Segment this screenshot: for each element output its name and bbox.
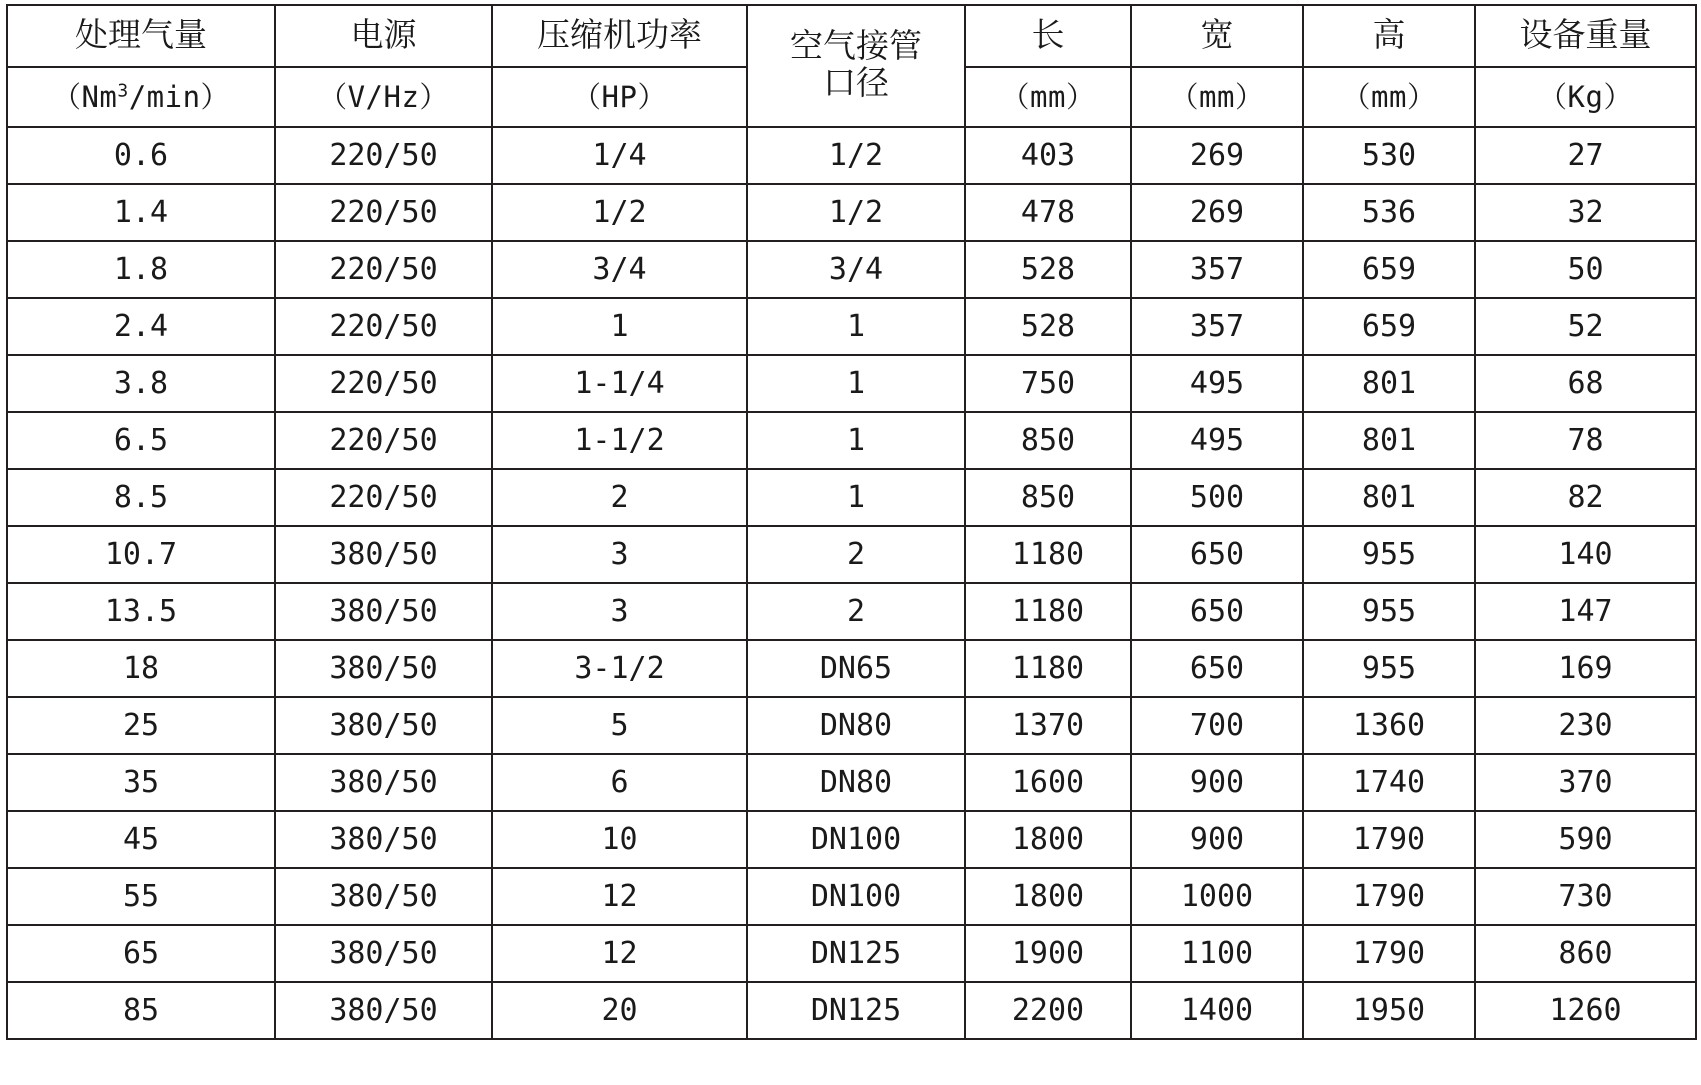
cell-gas-flow: 8.5 [7,469,275,526]
cell-air-pipe-diameter: 2 [747,526,965,583]
column-unit-gas-flow: （Nm$^3$/min） [7,67,275,127]
cell-width: 650 [1131,640,1303,697]
cell-height: 1790 [1303,868,1475,925]
cell-air-pipe-diameter: DN125 [747,982,965,1039]
cell-height: 1790 [1303,811,1475,868]
cell-power-supply: 220/50 [275,241,492,298]
cell-equipment-weight: 78 [1475,412,1696,469]
cell-length: 478 [965,184,1131,241]
cell-air-pipe-diameter: 1/2 [747,184,965,241]
cell-gas-flow: 1.8 [7,241,275,298]
cell-length: 850 [965,469,1131,526]
cell-height: 1740 [1303,754,1475,811]
cell-power-supply: 380/50 [275,526,492,583]
cell-width: 650 [1131,526,1303,583]
cell-air-pipe-diameter: 1/2 [747,127,965,184]
cell-height: 801 [1303,412,1475,469]
cell-air-pipe-diameter: DN80 [747,754,965,811]
cell-length: 750 [965,355,1131,412]
cell-height: 955 [1303,583,1475,640]
table-row [7,184,1696,241]
cell-air-pipe-diameter: 1 [747,469,965,526]
table-row [7,982,1696,1039]
cell-equipment-weight: 169 [1475,640,1696,697]
cell-height: 536 [1303,184,1475,241]
cell-compressor-power: 3/4 [492,241,747,298]
cell-gas-flow: 3.8 [7,355,275,412]
cell-air-pipe-diameter: DN100 [747,868,965,925]
cell-air-pipe-diameter: 3/4 [747,241,965,298]
table-row [7,925,1696,982]
cell-air-pipe-diameter: 2 [747,583,965,640]
cell-length: 1180 [965,583,1131,640]
cell-compressor-power: 10 [492,811,747,868]
cell-width: 900 [1131,754,1303,811]
cell-air-pipe-diameter: DN100 [747,811,965,868]
table-row [7,583,1696,640]
cell-compressor-power: 1-1/4 [492,355,747,412]
cell-equipment-weight: 32 [1475,184,1696,241]
cell-equipment-weight: 590 [1475,811,1696,868]
table-header [7,5,1696,127]
air-pipe-diameter-line1: 空气接管 [790,29,922,66]
cell-width: 269 [1131,184,1303,241]
cell-gas-flow: 35 [7,754,275,811]
cell-equipment-weight: 370 [1475,754,1696,811]
cell-equipment-weight: 68 [1475,355,1696,412]
cell-equipment-weight: 140 [1475,526,1696,583]
cell-compressor-power: 1 [492,298,747,355]
cell-power-supply: 220/50 [275,469,492,526]
cell-power-supply: 380/50 [275,925,492,982]
column-unit-power-supply: （V/Hz） [275,67,492,127]
cell-length: 1370 [965,697,1131,754]
cell-power-supply: 380/50 [275,697,492,754]
table-body [7,127,1696,1039]
cell-width: 357 [1131,241,1303,298]
cell-equipment-weight: 50 [1475,241,1696,298]
cell-power-supply: 220/50 [275,184,492,241]
cell-height: 1360 [1303,697,1475,754]
table-row [7,127,1696,184]
cell-height: 659 [1303,241,1475,298]
cell-compressor-power: 12 [492,925,747,982]
table-header-row-title [7,5,1696,67]
table-row [7,811,1696,868]
cell-height: 1790 [1303,925,1475,982]
cell-length: 403 [965,127,1131,184]
cell-length: 1180 [965,526,1131,583]
table-row [7,469,1696,526]
table-row [7,355,1696,412]
cell-height: 801 [1303,355,1475,412]
cell-width: 700 [1131,697,1303,754]
cell-equipment-weight: 52 [1475,298,1696,355]
cell-equipment-weight: 730 [1475,868,1696,925]
cell-width: 900 [1131,811,1303,868]
cell-height: 801 [1303,469,1475,526]
column-unit-length: （mm） [965,67,1131,127]
cell-gas-flow: 0.6 [7,127,275,184]
cell-power-supply: 380/50 [275,754,492,811]
column-header-length: 长 [965,5,1131,67]
column-unit-compressor-power: （HP） [492,67,747,127]
cell-power-supply: 220/50 [275,298,492,355]
table-row [7,754,1696,811]
cell-length: 1800 [965,868,1131,925]
cell-width: 495 [1131,412,1303,469]
column-header-compressor-power: 压缩机功率 [492,5,747,67]
cell-air-pipe-diameter: DN125 [747,925,965,982]
cell-compressor-power: 3-1/2 [492,640,747,697]
cell-air-pipe-diameter: 1 [747,298,965,355]
cell-air-pipe-diameter: DN80 [747,697,965,754]
cell-length: 1600 [965,754,1131,811]
cell-compressor-power: 5 [492,697,747,754]
cell-compressor-power: 2 [492,469,747,526]
cell-gas-flow: 45 [7,811,275,868]
cell-length: 1900 [965,925,1131,982]
cell-length: 1180 [965,640,1131,697]
cell-length: 850 [965,412,1131,469]
cell-equipment-weight: 230 [1475,697,1696,754]
cell-compressor-power: 3 [492,526,747,583]
column-unit-equipment-weight: （Kg） [1475,67,1696,127]
column-unit-width: （mm） [1131,67,1303,127]
cell-equipment-weight: 147 [1475,583,1696,640]
cell-equipment-weight: 27 [1475,127,1696,184]
cell-gas-flow: 1.4 [7,184,275,241]
cell-compressor-power: 1-1/2 [492,412,747,469]
cell-height: 955 [1303,526,1475,583]
cell-compressor-power: 20 [492,982,747,1039]
cell-power-supply: 380/50 [275,583,492,640]
cell-power-supply: 380/50 [275,811,492,868]
cell-length: 1800 [965,811,1131,868]
cell-width: 357 [1131,298,1303,355]
cell-width: 269 [1131,127,1303,184]
cell-height: 1950 [1303,982,1475,1039]
cell-height: 530 [1303,127,1475,184]
cell-equipment-weight: 1260 [1475,982,1696,1039]
column-header-width: 宽 [1131,5,1303,67]
cell-equipment-weight: 860 [1475,925,1696,982]
cell-air-pipe-diameter: 1 [747,412,965,469]
cell-length: 2200 [965,982,1131,1039]
cell-power-supply: 380/50 [275,640,492,697]
cell-width: 1100 [1131,925,1303,982]
cell-width: 500 [1131,469,1303,526]
air-pipe-diameter-line2: 口径 [823,66,889,102]
column-header-air-pipe-diameter [747,5,965,127]
cell-gas-flow: 13.5 [7,583,275,640]
cell-gas-flow: 10.7 [7,526,275,583]
cell-width: 495 [1131,355,1303,412]
specification-table [6,4,1697,1040]
table-row [7,697,1696,754]
cell-compressor-power: 3 [492,583,747,640]
cell-length: 528 [965,298,1131,355]
cell-width: 1400 [1131,982,1303,1039]
cell-height: 659 [1303,298,1475,355]
table-row [7,298,1696,355]
table-row [7,412,1696,469]
cell-length: 528 [965,241,1131,298]
cell-gas-flow: 55 [7,868,275,925]
table-row [7,241,1696,298]
cell-compressor-power: 1/4 [492,127,747,184]
column-unit-height: （mm） [1303,67,1475,127]
table-row [7,526,1696,583]
column-header-equipment-weight: 设备重量 [1475,5,1696,67]
cell-width: 650 [1131,583,1303,640]
cell-power-supply: 380/50 [275,868,492,925]
column-header-height: 高 [1303,5,1475,67]
cell-compressor-power: 1/2 [492,184,747,241]
table-row [7,640,1696,697]
cell-air-pipe-diameter: 1 [747,355,965,412]
cell-compressor-power: 12 [492,868,747,925]
cell-power-supply: 220/50 [275,127,492,184]
table-row [7,868,1696,925]
cell-width: 1000 [1131,868,1303,925]
cell-power-supply: 220/50 [275,355,492,412]
cell-gas-flow: 6.5 [7,412,275,469]
cell-equipment-weight: 82 [1475,469,1696,526]
cell-power-supply: 380/50 [275,982,492,1039]
cell-gas-flow: 18 [7,640,275,697]
cell-height: 955 [1303,640,1475,697]
cell-compressor-power: 6 [492,754,747,811]
cell-power-supply: 220/50 [275,412,492,469]
cell-air-pipe-diameter: DN65 [747,640,965,697]
column-header-gas-flow: 处理气量 [7,5,275,67]
cell-gas-flow: 65 [7,925,275,982]
cell-gas-flow: 25 [7,697,275,754]
cell-gas-flow: 85 [7,982,275,1039]
cell-gas-flow: 2.4 [7,298,275,355]
column-header-power-supply: 电源 [275,5,492,67]
